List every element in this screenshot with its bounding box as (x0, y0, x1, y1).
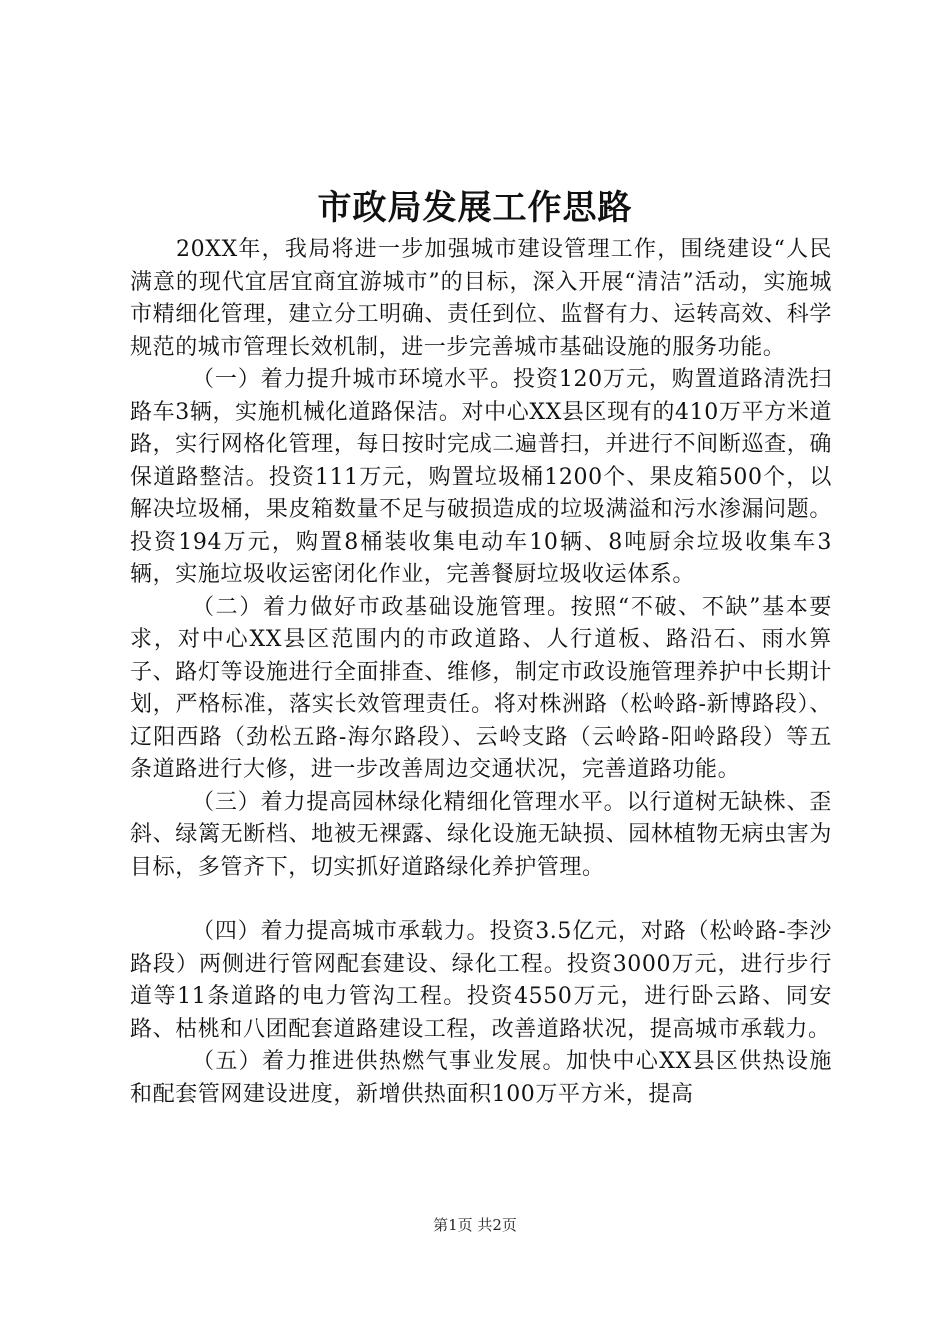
paragraph-section-1: （一）着力提升城市环境水平。投资120万元，购置道路清洗扫路车3辆，实施机械化道路保洁。对中心XX县区现有的410万平方米道路，实行网格化管理，每日按时完成二遍普扫，并进行不间断巡查，确保道路整洁。投资111万元，购置垃圾桶1200个、果皮箱500个，以解决垃圾桶，果皮箱数量不足与破损造成的垃圾满溢和污水渗漏问题。投资194万元，购置8桶装收集电动车10辆、8吨厨余垃圾收集车3辆，实施垃圾收运密闭化作业，完善餐厨垃圾收运体系。 (130, 367, 832, 587)
paragraph-section-4: （四）着力提高城市承载力。投资3.5亿元，对路（松岭路-李沙路段）两侧进行管网配套建设、绿化工程。投资3000万元，进行步行道等11条道路的电力管沟工程。投资4550万元，进行卧云路、同安路、枯桃和八团配套道路建设工程，改善道路状况，提高城市承载力。 (130, 919, 832, 1042)
paragraph-section-3: （三）着力提高园林绿化精细化管理水平。以行道树无缺株、歪斜、绿篱无断档、地被无裸露、绿化设施无缺损、园林植物无病虫害为目标，多管齐下，切实抓好道路绿化养护管理。 (130, 789, 832, 880)
paragraph-section-2: （二）着力做好市政基础设施管理。按照“不破、不缺”基本要求，对中心XX县区范围内的市政道路、人行道板、路沿石、雨水箅子、路灯等设施进行全面排查、维修，制定市政设施管理养护中长期计划，严格标准，落实长效管理责任。将对株洲路（松岭路-新博路段）、辽阳西路（劲松五路-海尔路段）、云岭支路（云岭路-阳岭路段）等五条道路进行大修，进一步改善周边交通状况，完善道路功能。 (130, 594, 832, 782)
document-title: 市政局发展工作思路 (317, 188, 633, 228)
paragraph-intro: 20XX年，我局将进一步加强城市建设管理工作，围绕建设“人民满意的现代宜居宜商宜游城市”的目标，深入开展“清洁”活动，实施城市精细化管理，建立分工明确、责任到位、监督有力、运转高效、科学规范的城市管理长效机制，进一步完善城市基础设施的服务功能。 (130, 237, 832, 360)
paragraph-section-5: （五）着力推进供热燃气事业发展。加快中心XX县区供热设施和配套管网建设进度，新增供热面积100万平方米，提高 (130, 1049, 832, 1107)
paragraph-gap (130, 884, 832, 916)
document-body (130, 234, 832, 1111)
page-footer: 第1页 共2页 (433, 1216, 517, 1234)
